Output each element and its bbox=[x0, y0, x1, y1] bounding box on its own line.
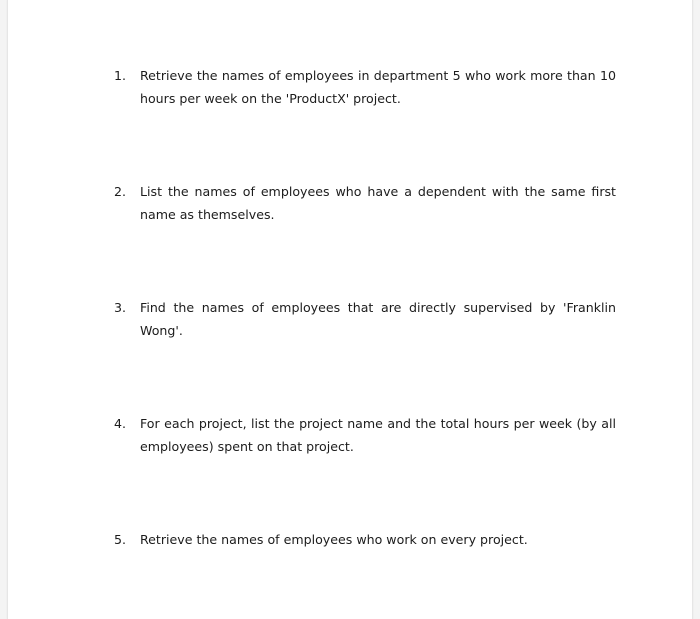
question-text: For each project, list the project name and the total hours per week (by all employees) spent on that project. bbox=[140, 416, 616, 454]
question-number: 5. bbox=[114, 532, 127, 547]
question-1 bbox=[114, 64, 616, 110]
document-page bbox=[7, 0, 693, 619]
question-text: List the names of employees who have a dependent with the same first name as themselves. bbox=[140, 184, 616, 222]
question-5 bbox=[114, 528, 616, 551]
question-text: Find the names of employees that are directly supervised by 'Franklin Wong'. bbox=[140, 300, 616, 338]
question-number: 1. bbox=[114, 68, 127, 83]
question-number: 3. bbox=[114, 300, 127, 315]
question-number: 4. bbox=[114, 416, 127, 431]
question-text: Retrieve the names of employees in department 5 who work more than 10 hours per week on the 'ProductX' project. bbox=[140, 68, 616, 106]
question-number: 2. bbox=[114, 184, 127, 199]
question-2 bbox=[114, 180, 616, 226]
question-4 bbox=[114, 412, 616, 458]
question-text: Retrieve the names of employees who work on every project. bbox=[140, 532, 528, 547]
question-3 bbox=[114, 296, 616, 342]
